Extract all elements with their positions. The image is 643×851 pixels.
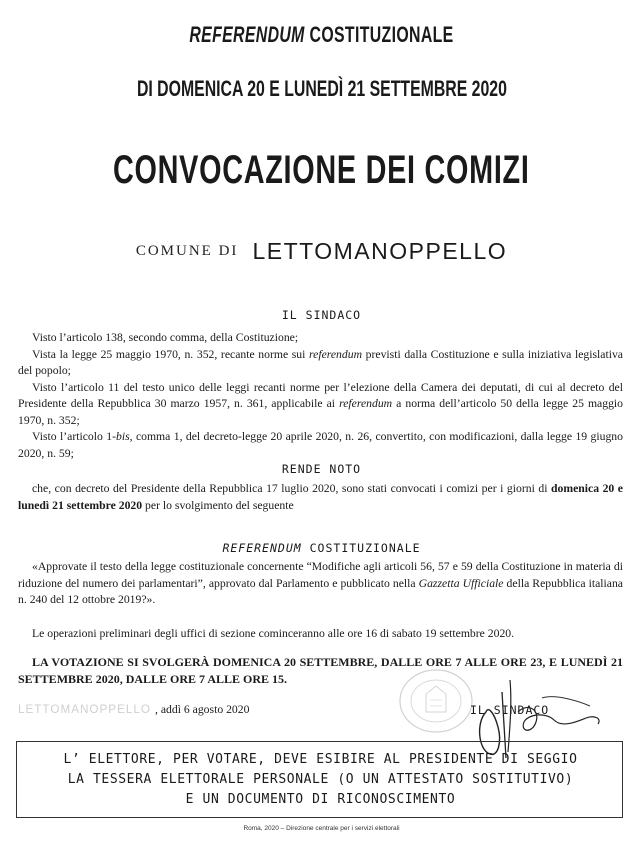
visto-paragraph: Vista la legge 25 maggio 1970, n. 352, recante norme sui referendum previsti dalla Costituzione e sulla iniziativa legislativa del popolo; — [18, 347, 623, 377]
title-line-1 — [0, 22, 643, 48]
comune-line — [0, 238, 643, 265]
visto-paragraphs — [18, 330, 623, 462]
date-line — [18, 703, 249, 716]
title-line-2 — [0, 76, 643, 102]
referendum-italic: REFERENDUM — [189, 22, 305, 47]
referendum-heading: REFERENDUM COSTITUZIONALE — [222, 541, 421, 555]
election-dates: DI DOMENICA 20 E LUNEDÌ 21 SETTEMBRE 2020 — [136, 76, 507, 101]
votazione-paragraph: LA VOTAZIONE SI SVOLGERÀ DOMENICA 20 SETTEMBRE, DALLE ORE 7 ALLE ORE 23, E LUNEDÌ 21 SETTEMBRE 2020, DALLE ORE 7 ALLE ORE 15. — [18, 655, 623, 686]
footer-credit: Roma, 2020 – Direzione centrale per i servizi elettorali — [243, 825, 400, 832]
rende-noto-heading: RENDE NOTO — [281, 462, 362, 476]
visto-paragraph: Visto l’articolo 1-bis, comma 1, del decreto-legge 20 aprile 2020, n. 26, convertito, con modificazioni, dalla legge 19 giugno 2020, n. 59; — [18, 430, 623, 460]
costituzionale-text: COSTITUZIONALE — [309, 22, 454, 47]
comune-label: COMUNE DI — [135, 243, 239, 259]
visto-paragraph: Visto l’articolo 11 del testo unico delle leggi recanti norme per l’elezione della Camera dei deputati, di cui al decreto del Presidente della Repubblica 30 marzo 1957, n. 361, applicabile ai referendum a norma dell’articolo 50 della legge 25 maggio 1970, n. 352; — [18, 380, 624, 427]
voting-days: domenica 20 e lunedì 21 settembre 2020 — [18, 482, 623, 512]
comune-name: LETTOMANOPPELLO — [252, 238, 508, 264]
elector-notice-box — [16, 741, 623, 818]
che-paragraph: che, con decreto del Presidente della Repubblica 17 luglio 2020, sono stati convocati i comizi per i giorni di domenica 20 e lunedì 21 settembre 2020 per lo svolgimento del seguente — [18, 482, 623, 512]
referendum-question: «Approvate il testo della legge costituzionale concernente “Modifiche agli articoli 56, 57 e 59 della Costituzione in materia di riduzione del numero dei parlamentari”, approvato dal Parlamento e pubblicato nella Gazzetta Ufficiale della Repubblica italiana n. 240 del 12 ottobre 2019?». — [18, 560, 623, 606]
sindaco-heading: IL SINDACO — [281, 308, 362, 322]
notice-line-2: LA TESSERA ELETTORALE PERSONALE (O UN ATTESTATO SOSTITUTIVO) — [67, 772, 574, 787]
main-title — [0, 146, 643, 193]
notice-line-3: E UN DOCUMENTO DI RICONOSCIMENTO — [185, 792, 456, 807]
sindaco-signature-label: IL SINDACO — [470, 703, 550, 717]
visto-paragraph: Visto l’articolo 138, secondo comma, della Costituzione; — [32, 331, 299, 344]
operazioni-paragraph: Le operazioni preliminari degli uffici di sezione cominceranno alle ore 16 di sabato 19 settembre 2020. — [32, 627, 515, 640]
signing-date: , addì 6 agosto 2020 — [155, 703, 250, 716]
main-title-text: CONVOCAZIONE DEI COMIZI — [113, 148, 530, 192]
comune-stamp-text: LETTOMANOPPELLO — [18, 703, 151, 716]
notice-line-1: L’ ELETTORE, PER VOTARE, DEVE ESIBIRE AL PRESIDENTE DI SEGGIO — [63, 752, 578, 767]
